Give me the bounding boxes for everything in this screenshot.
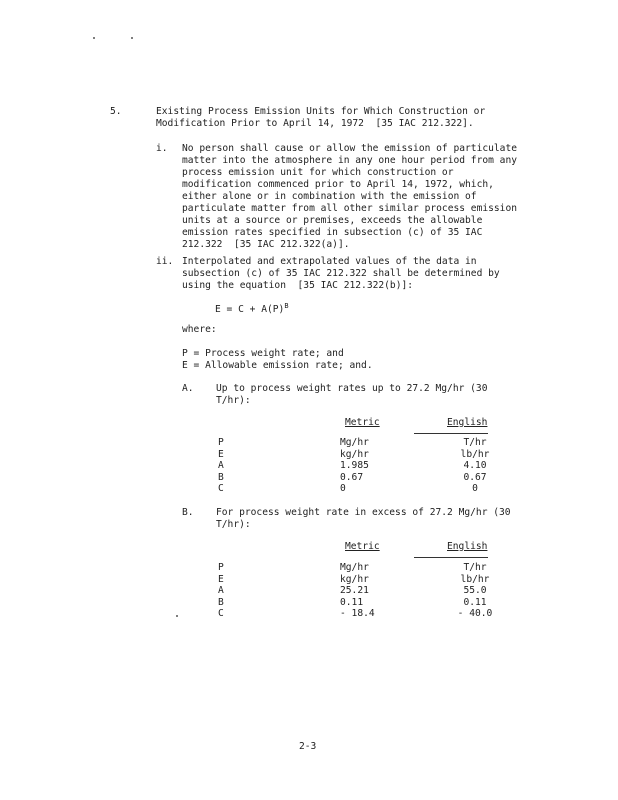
row-english-value: 4.10	[463, 460, 487, 471]
row-metric-value: - 18.4	[340, 608, 375, 619]
row-english-value: T/hr	[463, 562, 487, 573]
row-symbol: C	[218, 483, 224, 494]
item-i-line: No person shall cause or allow the emission of particulate	[182, 143, 518, 154]
definition-line: E = Allowable emission rate; and.	[182, 360, 373, 371]
row-english-value: 0.67	[463, 471, 487, 483]
emission-equation	[215, 300, 289, 316]
item-i-line: particulate matter from all other similar process emission	[182, 203, 518, 214]
definition-line: P = Process weight rate; and	[182, 348, 344, 359]
section-marker: 5.	[110, 106, 122, 117]
sub-b-english-header: English	[447, 541, 488, 552]
row-english-value: - 40.0	[457, 608, 493, 619]
table-row	[218, 597, 510, 609]
item-i-line: units at a source or premises, exceeds the allowable	[182, 215, 483, 226]
row-metric-value: Mg/hr	[340, 437, 369, 448]
row-metric-value: Mg/hr	[340, 562, 369, 573]
row-english-value: 0	[472, 483, 478, 494]
row-english-value: 0.11	[463, 596, 487, 608]
scan-speck	[131, 37, 133, 39]
scan-speck	[176, 615, 178, 617]
sub-b-marker: B.	[182, 507, 194, 518]
table-row	[218, 449, 510, 461]
row-symbol: C	[218, 608, 224, 619]
item-i-line: matter into the atmosphere in any one hour period from any	[182, 155, 518, 166]
sub-a-values-table	[218, 437, 510, 495]
section-heading-line: Existing Process Emission Units for Which Construction or	[156, 106, 486, 117]
row-metric-value: 0.67	[340, 471, 364, 483]
where-label: where:	[182, 324, 217, 335]
sub-a-line: Up to process weight rates up to 27.2 Mg/hr (30	[216, 383, 488, 394]
row-metric-value: kg/hr	[340, 573, 369, 585]
page-number: 2-3	[299, 741, 317, 752]
item-ii-line: Interpolated and extrapolated values of the data in	[182, 256, 477, 267]
table-row	[218, 585, 510, 597]
row-symbol: B	[218, 471, 224, 483]
item-ii-line: subsection (c) of 35 IAC 212.322 shall be determined by	[182, 268, 500, 279]
item-i-marker: i.	[156, 143, 168, 154]
sub-a-header-rule	[414, 433, 488, 434]
table-row	[218, 437, 510, 449]
row-metric-value: 0	[340, 483, 346, 494]
row-symbol: A	[218, 585, 224, 596]
sub-a-marker: A.	[182, 383, 194, 394]
row-metric-value: 1.985	[340, 460, 369, 471]
item-i-line: modification commenced prior to April 14, 1972, which,	[182, 179, 494, 190]
equation-body: E = C + A(P)	[215, 304, 285, 316]
row-metric-value: kg/hr	[340, 448, 369, 460]
sub-a-english-header: English	[447, 417, 488, 428]
sub-b-values-table	[218, 562, 510, 620]
table-row	[218, 472, 510, 484]
row-symbol: P	[218, 437, 224, 448]
row-symbol: P	[218, 562, 224, 573]
sub-b-header-rule	[414, 557, 488, 558]
row-symbol: E	[218, 448, 224, 460]
sub-b-line: T/hr):	[216, 519, 251, 530]
sub-b-metric-header: Metric	[345, 541, 380, 552]
row-symbol: B	[218, 596, 224, 608]
row-metric-value: 0.11	[340, 596, 364, 608]
table-row	[218, 460, 510, 472]
scan-speck	[93, 37, 95, 39]
table-row	[218, 608, 510, 620]
row-english-value: lb/hr	[460, 573, 490, 585]
row-symbol: E	[218, 573, 224, 585]
item-i-line: emission rates specified in subsection (c) of 35 IAC	[182, 227, 483, 238]
item-i-line: process emission unit for which construction or	[182, 167, 454, 178]
sub-b-line: For process weight rate in excess of 27.2 Mg/hr (30	[216, 507, 511, 518]
row-english-value: T/hr	[463, 437, 487, 448]
table-row	[218, 562, 510, 574]
row-metric-value: 25.21	[340, 585, 369, 596]
table-row	[218, 483, 510, 495]
row-english-value: 55.0	[463, 585, 487, 596]
item-i-line: either alone or in combination with the emission of	[182, 191, 477, 202]
row-symbol: A	[218, 460, 224, 471]
equation-exponent: B	[284, 302, 289, 310]
row-english-value: lb/hr	[460, 448, 490, 460]
item-i-line: 212.322 [35 IAC 212.322(a)].	[182, 239, 350, 250]
item-ii-marker: ii.	[156, 256, 174, 267]
item-ii-line: using the equation [35 IAC 212.322(b)]:	[182, 280, 414, 291]
table-row	[218, 574, 510, 586]
sub-a-metric-header: Metric	[345, 417, 380, 428]
section-heading-line: Modification Prior to April 14, 1972 [35 IAC 212.322].	[156, 118, 474, 129]
sub-a-line: T/hr):	[216, 395, 251, 406]
